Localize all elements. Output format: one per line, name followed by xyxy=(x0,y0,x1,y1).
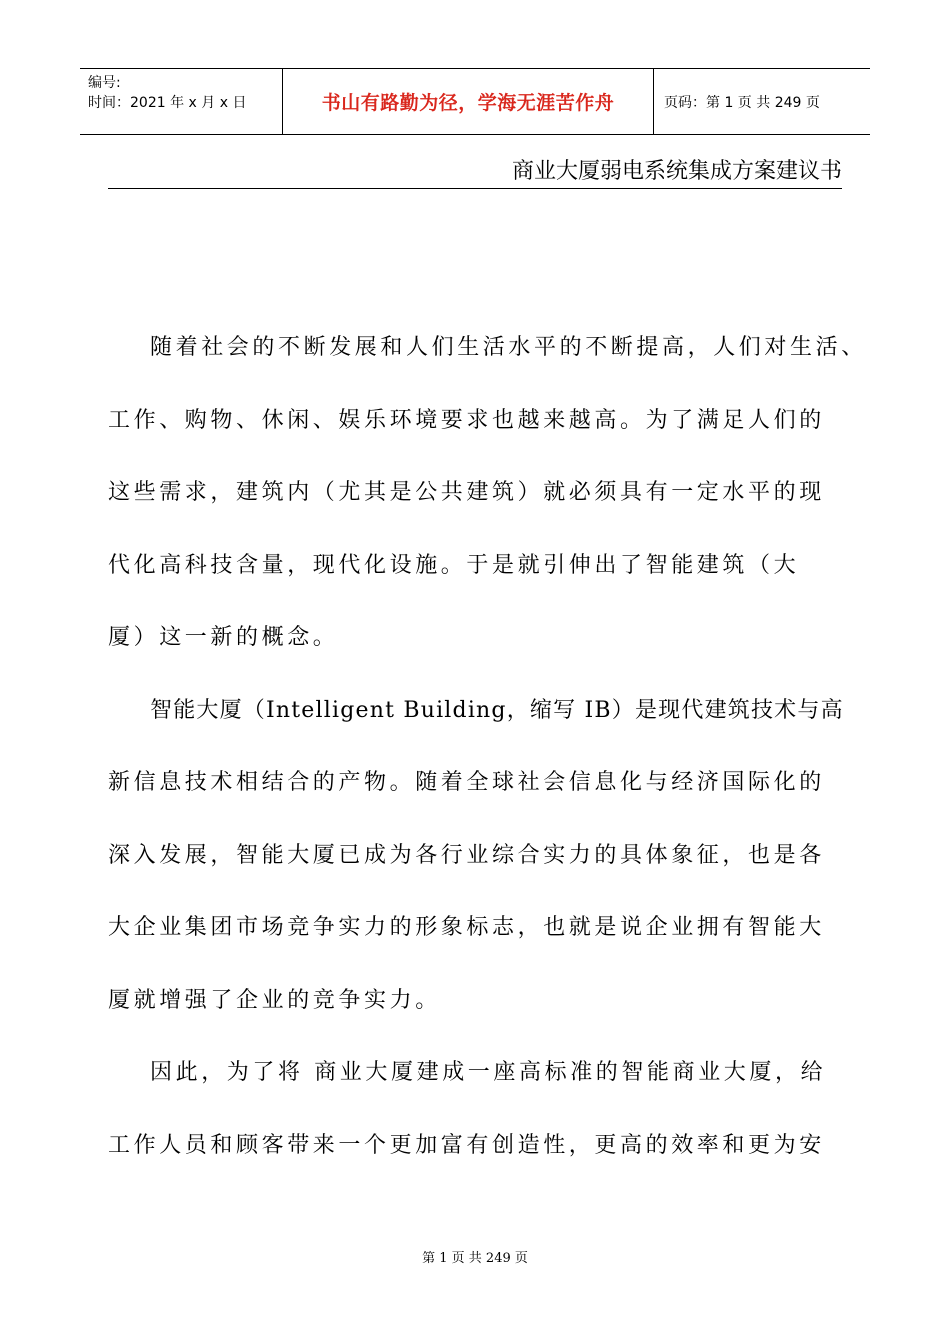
document-time: 时间：2021 年 x 月 x 日 xyxy=(88,95,247,111)
document-title: 商业大厦弱电系统集成方案建议书 xyxy=(108,158,842,189)
document-number-label: 编号: xyxy=(88,75,121,91)
header-page-info: 页码：第 1 页 共 249 页 xyxy=(664,94,820,111)
document-body xyxy=(108,330,867,1200)
text-line: 随着社会的不断发展和人们生活水平的不断提高，人们对生活、 xyxy=(150,335,867,360)
paragraph xyxy=(108,1055,844,1164)
text-line: 智能大厦（Intelligent Building，缩写 IB）是现代建筑技术与高 xyxy=(150,697,844,723)
paragraph xyxy=(108,330,867,656)
page-footer: 第 1 页 共 249 页 xyxy=(422,1251,528,1266)
paragraph xyxy=(108,693,844,1019)
text-line: 代化高科技含量，现代化设施。于是就引伸出了智能建筑（大 xyxy=(108,552,800,578)
text-line: 厦就增强了企业的竞争实力。 xyxy=(108,987,441,1013)
header-page-cell xyxy=(654,69,870,134)
header-motto-cell xyxy=(282,69,654,134)
header-table xyxy=(80,68,870,135)
text-line: 大企业集团市场竞争实力的形象标志，也就是说企业拥有智能大 xyxy=(108,915,825,940)
text-line: 工作、购物、休闲、娱乐环境要求也越来越高。为了满足人们的 xyxy=(108,407,825,433)
text-line: 厦）这一新的概念。 xyxy=(108,625,339,650)
text-line: 深入发展，智能大厦已成为各行业综合实力的具体象征，也是各 xyxy=(108,842,825,868)
text-line: 这些需求，建筑内（尤其是公共建筑）就必须具有一定水平的现 xyxy=(108,480,825,505)
text-line: 新信息技术相结合的产物。随着全球社会信息化与经济国际化的 xyxy=(108,770,825,795)
text-line: 因此，为了将 商业大厦建成一座高标准的智能商业大厦，给 xyxy=(150,1060,827,1085)
header-motto: 书山有路勤为径，学海无涯苦作舟 xyxy=(321,92,615,114)
header-meta-cell xyxy=(80,69,282,134)
text-line: 工作人员和顾客带来一个更加富有创造性，更高的效率和更为安 xyxy=(108,1132,825,1158)
